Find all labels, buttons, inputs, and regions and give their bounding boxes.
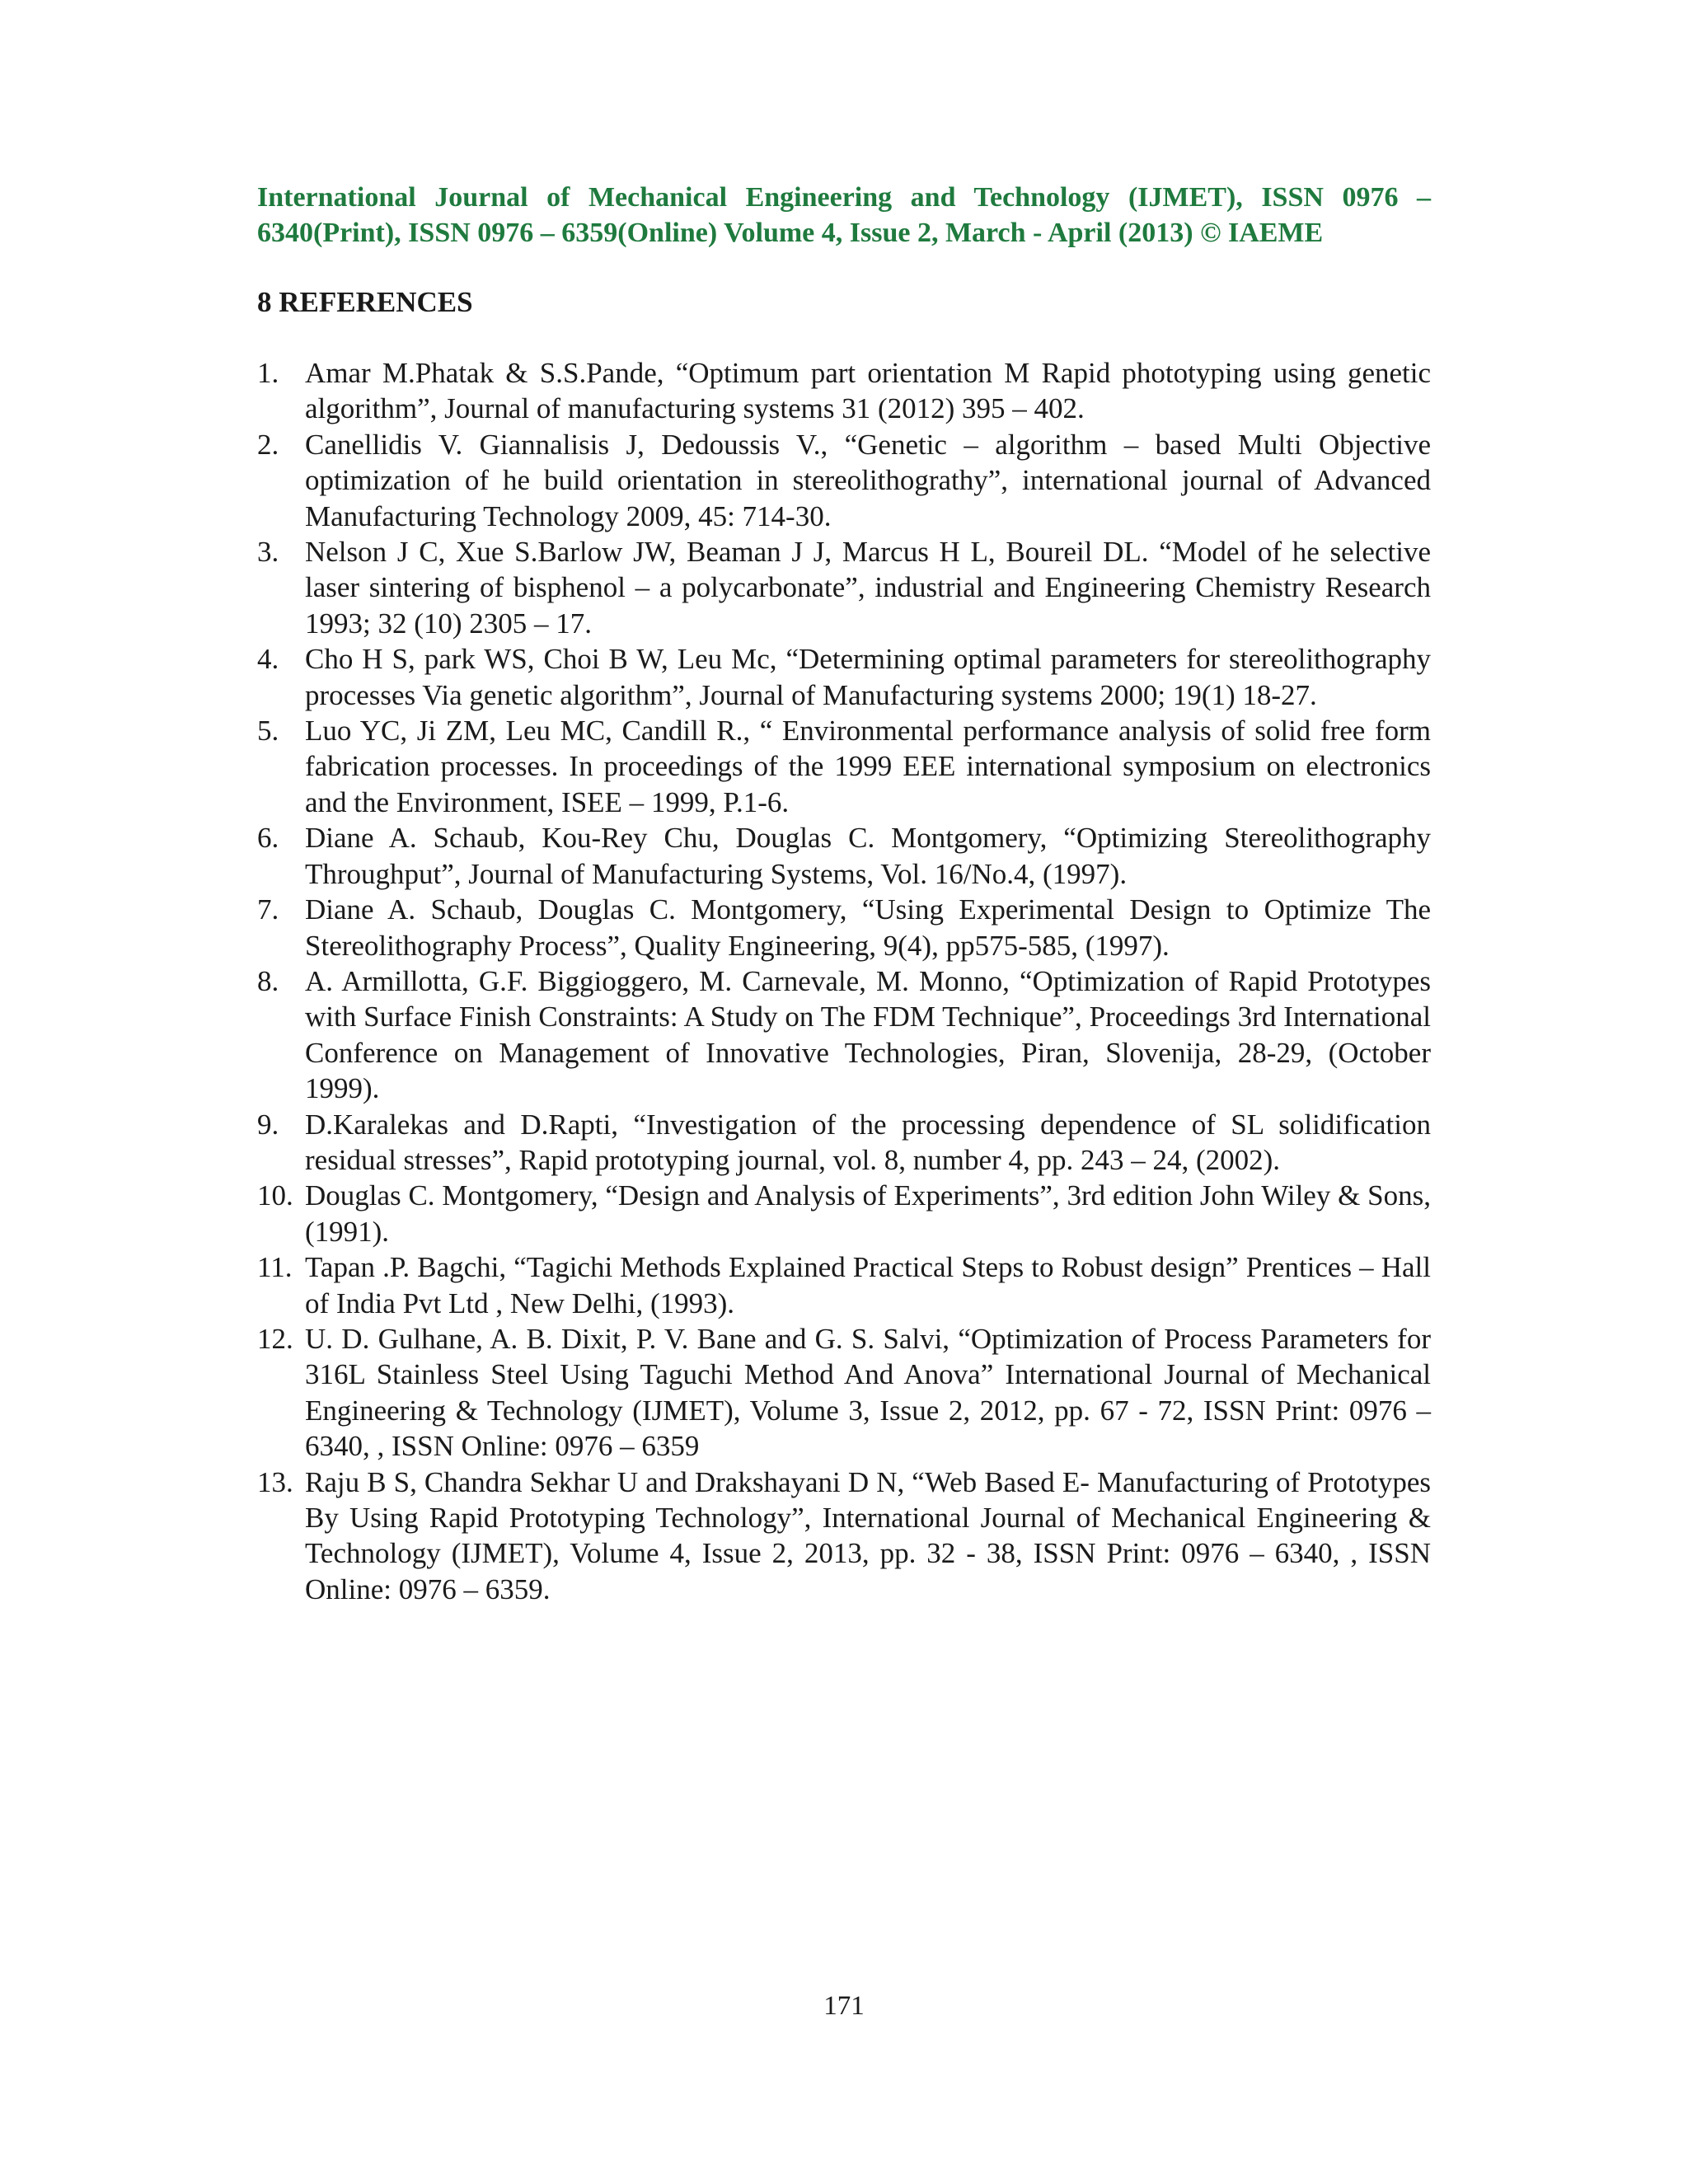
reference-text: Tapan .P. Bagchi, “Tagichi Methods Explained Practical Steps to Robust design” Prentices – Hall of India Pvt Ltd , New Delhi, (1993). <box>305 1251 1431 1319</box>
reference-text: D.Karalekas and D.Rapti, “Investigation of the processing dependence of SL solidification residual stresses”, Rapid prototyping journal, vol. 8, number 4, pp. 243 – 24, (2002). <box>305 1108 1431 1176</box>
reference-item <box>257 892 1431 963</box>
reference-number: 11. <box>257 1251 293 1284</box>
reference-number: 10. <box>257 1179 293 1212</box>
reference-item <box>257 1107 1431 1179</box>
page-number: 171 <box>823 1991 865 2021</box>
reference-number: 4. <box>257 643 279 676</box>
reference-text: Douglas C. Montgomery, “Design and Analysis of Experiments”, 3rd edition John Wiley & Sons, (1991). <box>305 1179 1431 1248</box>
reference-item <box>257 427 1431 534</box>
reference-text: Amar M.Phatak & S.S.Pande, “Optimum part orientation M Rapid phototyping using genetic algorithm”, Journal of manufacturing systems 31 (2012) 395 – 402. <box>305 357 1431 425</box>
reference-text: U. D. Gulhane, A. B. Dixit, P. V. Bane and G. S. Salvi, “Optimization of Process Parameters for 316L Stainless Steel Using Taguchi Method And Anova” International Journal of Mechanical Engineering & Technology (IJMET), Volume 3, Issue 2, 2012, pp. 67 - 72, ISSN Print: 0976 – 6340, , ISSN Online: 0976 – 6359 <box>305 1322 1431 1463</box>
reference-number: 7. <box>257 893 279 926</box>
reference-number: 12. <box>257 1322 293 1355</box>
reference-text: Luo YC, Ji ZM, Leu MC, Candill R., “ Environmental performance analysis of solid free form fabrication processes. In proceedings of the 1999 EEE international symposium on electronics and the Environment, ISEE – 1999, P.1-6. <box>305 715 1431 818</box>
reference-number: 2. <box>257 428 279 461</box>
reference-text: Raju B S, Chandra Sekhar U and Drakshayani D N, “Web Based E- Manufacturing of Prototypes By Using Rapid Prototyping Technology”, International Journal of Mechanical Engineering & Technology (IJMET), Volume 4, Issue 2, 2013, pp. 32 - 38, ISSN Print: 0976 – 6340, , ISSN Online: 0976 – 6359. <box>305 1465 1431 1605</box>
reference-text: Cho H S, park WS, Choi B W, Leu Mc, “Determining optimal parameters for stereolithography processes Via genetic algorithm”, Journal of Manufacturing systems 2000; 19(1) 18-27. <box>305 643 1431 711</box>
reference-text: A. Armillotta, G.F. Biggioggero, M. Carnevale, M. Monno, “Optimization of Rapid Prototypes with Surface Finish Constraints: A Study on The FDM Technique”, Proceedings 3rd International Conference on Management of Innovative Technologies, Piran, Slovenija, 28-29, (October 1999). <box>305 964 1431 1105</box>
reference-number: 5. <box>257 715 279 748</box>
reference-number: 13. <box>257 1465 293 1498</box>
reference-item <box>257 1321 1431 1465</box>
section-title: 8 REFERENCES <box>257 286 473 318</box>
reference-item <box>257 355 1431 427</box>
reference-number: 3. <box>257 536 279 569</box>
reference-item <box>257 1249 1431 1321</box>
reference-number: 1. <box>257 357 279 389</box>
reference-text: Canellidis V. Giannalisis J, Dedoussis V., “Genetic – algorithm – based Multi Objective optimization of he build orientation in stereolithograthy”, international journal of Advanced Manufacturing Technology 2009, 45: 714-30. <box>305 428 1431 532</box>
reference-item <box>257 534 1431 641</box>
reference-item <box>257 820 1431 892</box>
reference-item <box>257 1465 1431 1608</box>
reference-list <box>257 355 1431 1607</box>
reference-item <box>257 641 1431 713</box>
reference-item <box>257 713 1431 820</box>
journal-header: International Journal of Mechanical Engineering and Technology (IJMET), ISSN 0976 – 6340(Print), ISSN 0976 – 6359(Online) Volume 4, Issue 2, March - April (2013) © IAEME <box>257 182 1431 248</box>
reference-text: Diane A. Schaub, Kou-Rey Chu, Douglas C. Montgomery, “Optimizing Stereolithography Throughput”, Journal of Manufacturing Systems, Vol. 16/No.4, (1997). <box>305 822 1431 890</box>
reference-number: 9. <box>257 1108 279 1141</box>
reference-number: 6. <box>257 822 279 855</box>
reference-item <box>257 1178 1431 1249</box>
reference-text: Nelson J C, Xue S.Barlow JW, Beaman J J, Marcus H L, Boureil DL. “Model of he selective laser sintering of bisphenol – a polycarbonate”, industrial and Engineering Chemistry Research 1993; 32 (10) 2305 – 17. <box>305 536 1431 640</box>
reference-number: 8. <box>257 964 279 997</box>
reference-text: Diane A. Schaub, Douglas C. Montgomery, “Using Experimental Design to Optimize The Stereolithography Process”, Quality Engineering, 9(4), pp575-585, (1997). <box>305 893 1431 962</box>
reference-item <box>257 963 1431 1107</box>
